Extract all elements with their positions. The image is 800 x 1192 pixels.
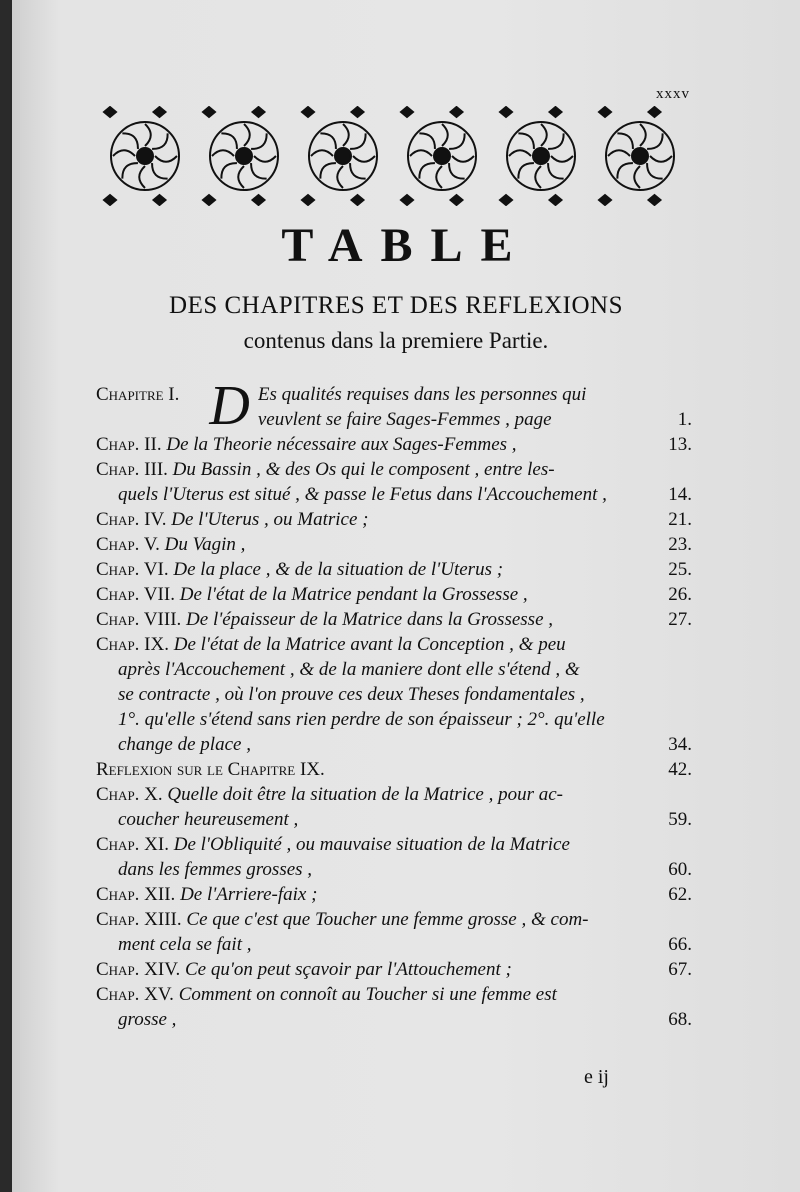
- ornament-border-mark: [203, 195, 215, 205]
- ornament-border-mark: [352, 195, 364, 205]
- ornament-motif: [111, 122, 179, 190]
- toc-entry: [96, 632, 692, 757]
- entry-label: Chap. VII.: [96, 584, 175, 605]
- page-number: xxxv: [656, 86, 690, 102]
- ornament-border-mark: [104, 107, 116, 117]
- toc-entry: [96, 757, 692, 782]
- entry-text: change de place ,: [118, 734, 251, 755]
- entry-page: 66.: [668, 934, 692, 955]
- entry-text: Du Bassin , & des Os qui le composent , entre les-: [172, 459, 555, 480]
- entry-text: De l'Arriere-faix ;: [180, 884, 318, 905]
- entry-page: 25.: [668, 559, 692, 580]
- ornament-border-mark: [649, 195, 661, 205]
- toc-entry: [96, 582, 692, 607]
- ornament-motif: [309, 122, 377, 190]
- entry-page: 60.: [668, 859, 692, 880]
- ornament-border-mark: [451, 107, 463, 117]
- entry-text: Comment on connoît au Toucher si une femme est: [178, 984, 557, 1005]
- entry-text: Quelle doit être la situation de la Matrice , pour ac-: [167, 784, 563, 805]
- ornament-border-mark: [352, 107, 364, 117]
- toc-entry-chapter-1: [96, 382, 692, 432]
- entry-text: Es qualités requises dans les personnes qui: [257, 384, 587, 405]
- entry-label: Chap. II.: [96, 434, 162, 455]
- toc-entry: [96, 557, 692, 582]
- ornament-border-mark: [401, 195, 413, 205]
- ornament-border-mark: [550, 195, 562, 205]
- entry-text: De l'Obliquité , ou mauvaise situation de la Matrice: [173, 834, 570, 855]
- entry-page: 14.: [668, 484, 692, 505]
- entry-text: 1°. qu'elle s'étend sans rien perdre de son épaisseur ; 2°. qu'elle: [118, 709, 605, 730]
- ornament-border-mark: [599, 107, 611, 117]
- entry-text: De la place , & de la situation de l'Uterus ;: [173, 559, 504, 580]
- ornament-border-mark: [599, 195, 611, 205]
- entry-label: Chap. V.: [96, 534, 160, 555]
- entry-page: 27.: [668, 609, 692, 630]
- entry-label: Chap. VIII.: [96, 609, 182, 630]
- drop-capital: D: [209, 382, 250, 432]
- ornament-border-mark: [253, 107, 265, 117]
- entry-page: 26.: [668, 584, 692, 605]
- toc-entry: [96, 982, 692, 1032]
- ornament-border-mark: [154, 107, 166, 117]
- entry-label: Chap. XIV.: [96, 959, 181, 980]
- toc-entry: [96, 882, 692, 907]
- ornament-border-mark: [500, 107, 512, 117]
- entry-page: 62.: [668, 884, 692, 905]
- entry-page: 21.: [668, 509, 692, 530]
- entry-label: Chap. XIII.: [96, 909, 182, 930]
- ornament-motif: [210, 122, 278, 190]
- ornament-border-mark: [203, 107, 215, 117]
- entry-text: coucher heureusement ,: [118, 809, 299, 830]
- entry-text: quels l'Uterus est situé , & passe le Fetus dans l'Accouchement ,: [118, 484, 607, 505]
- ornament-border-mark: [104, 195, 116, 205]
- toc-entry: [96, 607, 692, 632]
- ornament-motif: [507, 122, 575, 190]
- entry-text: après l'Accouchement , & de la maniere dont elle s'étend , &: [118, 659, 580, 680]
- catchword: e ij: [584, 1066, 609, 1088]
- entry-label: Chap. IV.: [96, 509, 167, 530]
- entry-page: 23.: [668, 534, 692, 555]
- toc-entry: [96, 957, 692, 982]
- entry-label: Chap. X.: [96, 784, 163, 805]
- toc-entry: [96, 532, 692, 557]
- table-of-contents: [96, 382, 692, 1032]
- ornament-border-mark: [500, 195, 512, 205]
- entry-label: Chap. III.: [96, 459, 168, 480]
- entry-page: 67.: [668, 959, 692, 980]
- entry-text: De l'Uterus , ou Matrice ;: [171, 509, 369, 530]
- ornament-border-mark: [302, 195, 314, 205]
- entry-text: dans les femmes grosses ,: [118, 859, 313, 880]
- toc-entry: [96, 907, 692, 957]
- ornament-motif: [408, 122, 476, 190]
- entry-text: Ce qu'on peut sçavoir par l'Attouchement ;: [185, 959, 512, 980]
- entry-page: 59.: [668, 809, 692, 830]
- entry-label: Chap. VI.: [96, 559, 169, 580]
- toc-entry: [96, 507, 692, 532]
- entry-page: 34.: [668, 734, 692, 755]
- book-page: [12, 0, 800, 1192]
- toc-entries: [96, 432, 692, 1032]
- ornament-motif: [606, 122, 674, 190]
- entry-text: se contracte , où l'on prouve ces deux Theses fondamentales ,: [118, 684, 585, 705]
- entry-text: ment cela se fait ,: [118, 934, 252, 955]
- ornament-border-mark: [451, 195, 463, 205]
- entry-label: Chap. IX.: [96, 634, 169, 655]
- entry-page: 42.: [668, 759, 692, 780]
- entry-label: Chapitre I.: [96, 384, 180, 405]
- toc-entry: [96, 832, 692, 882]
- entry-label: Chap. XI.: [96, 834, 169, 855]
- ornament-border-mark: [253, 195, 265, 205]
- entry-page: 1.: [677, 409, 692, 430]
- entry-label: Reflexion sur le Chapitre IX.: [96, 759, 325, 780]
- ornament-border-mark: [302, 107, 314, 117]
- entry-text: Du Vagin ,: [164, 534, 246, 555]
- entry-text: De l'épaisseur de la Matrice dans la Grossesse ,: [186, 609, 554, 630]
- toc-entry: [96, 782, 692, 832]
- ornament-border-mark: [649, 107, 661, 117]
- toc-entry: [96, 432, 692, 457]
- ornament-border-mark: [401, 107, 413, 117]
- entry-label: Chap. XV.: [96, 984, 174, 1005]
- entry-text: veuvlent se faire Sages-Femmes , page: [257, 409, 552, 430]
- ornament-border-mark: [550, 107, 562, 117]
- page-title: TABLE: [281, 219, 531, 272]
- entry-text: Ce que c'est que Toucher une femme grosse , & com-: [186, 909, 589, 930]
- toc-entry: [96, 457, 692, 507]
- entry-text: grosse ,: [118, 1009, 177, 1030]
- entry-page: 13.: [668, 434, 692, 455]
- decorative-headpiece: [96, 106, 688, 206]
- entry-text: De la Theorie nécessaire aux Sages-Femmes ,: [166, 434, 517, 455]
- subtitle-line-2: contenus dans la premiere Partie.: [243, 328, 549, 353]
- entry-page: 68.: [668, 1009, 692, 1030]
- subtitle-line-1: DES CHAPITRES ET DES REFLEXIONS: [169, 292, 623, 319]
- entry-text: De l'état de la Matrice avant la Conception , & peu: [173, 634, 566, 655]
- ornament-border-mark: [154, 195, 166, 205]
- entry-text: De l'état de la Matrice pendant la Grossesse ,: [179, 584, 528, 605]
- entry-label: Chap. XII.: [96, 884, 176, 905]
